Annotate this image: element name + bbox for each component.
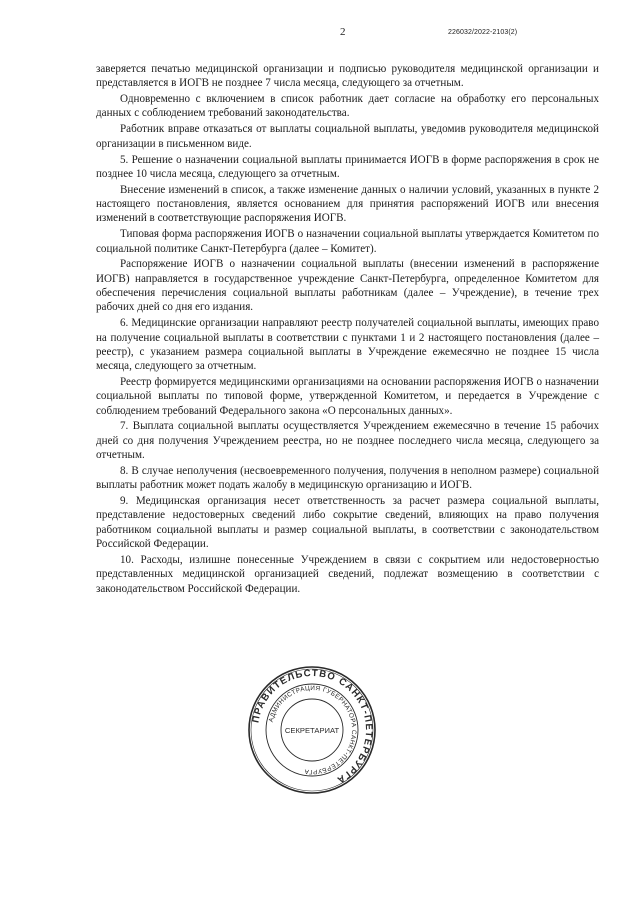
paragraph: Внесение изменений в список, а также изменение данных о наличии условий, указанных в пункте 2 настоящего постановления, является основанием для принятия распоряжений ИОГВ или внесения изменений в соответствующие распоряжения ИОГВ.: [96, 183, 599, 225]
paragraph: 7. Выплата социальной выплаты осуществляется Учреждением ежемесячно в течение 15 рабочих дней со дня получения Учреждением реестра, но не позднее последнего числа месяца, следующего за отчетным.: [96, 420, 599, 462]
paragraph: Типовая форма распоряжения ИОГВ о назначении социальной выплаты утверждается Комитетом по социальной политике Санкт-Петербурга (далее – Комитет).: [96, 228, 599, 255]
paragraph: Работник вправе отказаться от выплаты социальной выплаты, уведомив руководителя медицинской организации в письменном виде.: [96, 123, 599, 150]
paragraph: Распоряжение ИОГВ о назначении социальной выплаты (внесении изменений в распоряжение ИОГВ) направляется в государственное учреждение Санкт-Петербурга, определенное Комитетом для обеспечения перечисления социальной выплаты работникам (далее – Учреждение), в течение трех рабочих дней со дня его издания.: [96, 258, 599, 314]
document-id: 226032/2022-2103(2): [448, 29, 518, 36]
paragraph: 9. Медицинская организация несет ответственность за расчет размера социальной выплаты, представление недостоверных сведений либо сокрытие сведений, влияющих на право получения работником социальной выплаты и размер социальной выплаты, в соответствии с законодательством Российской Федерации.: [96, 495, 599, 551]
stamp-outer-text: ПРАВИТЕЛЬСТВО САНКТ-ПЕТЕРБУРГА: [250, 667, 375, 786]
stamp-inner-text: АДМИНИСТРАЦИЯ ГУБЕРНАТОРА САНКТ-ПЕТЕРБУРГА: [267, 684, 358, 776]
paragraph: 10. Расходы, излишне понесенные Учреждением в связи с сокрытием или недостоверностью представленных медицинской организацией сведений, подлежат возмещению в соответствии с законодательством Российской Федерации.: [96, 553, 599, 595]
page-number: 2: [340, 26, 346, 38]
official-seal-stamp: [246, 664, 378, 796]
document-body: [96, 62, 599, 597]
paragraph: 8. В случае неполучения (несвоевременного получения, получения в неполном размере) социальной выплаты работник может подать жалобу в медицинскую организацию и ИОГВ.: [96, 464, 599, 492]
paragraph: 5. Решение о назначении социальной выплаты принимается ИОГВ в форме распоряжения в срок не позднее 10 числа месяца, следующего за отчетным.: [96, 153, 599, 180]
paragraph: Одновременно с включением в список работник дает согласие на обработку его персональных данных с соблюдением требований законодательства.: [96, 93, 599, 120]
paragraph: 6. Медицинские организации направляют реестр получателей социальной выплаты, имеющих право на получение социальной выплаты в соответствии с пунктами 1 и 2 настоящего постановления (далее – реестр), с указанием размера социальной выплаты в Учреждение ежемесячно не позднее 15 числа месяца, следующего за отчетным.: [96, 317, 599, 373]
paragraph: заверяется печатью медицинской организации и подписью руководителя медицинской организации и представляется в ИОГВ не позднее 7 числа месяца, следующего за отчетным.: [96, 63, 599, 90]
stamp-center-text: СЕКРЕТАРИАТ: [284, 726, 340, 735]
paragraph: Реестр формируется медицинскими организациями на основании распоряжения ИОГВ о назначении социальной выплаты по типовой форме, утвержденной Комитетом, и передается в Учреждение с соблюдением требований Федерального закона «О персональных данных».: [96, 375, 599, 417]
